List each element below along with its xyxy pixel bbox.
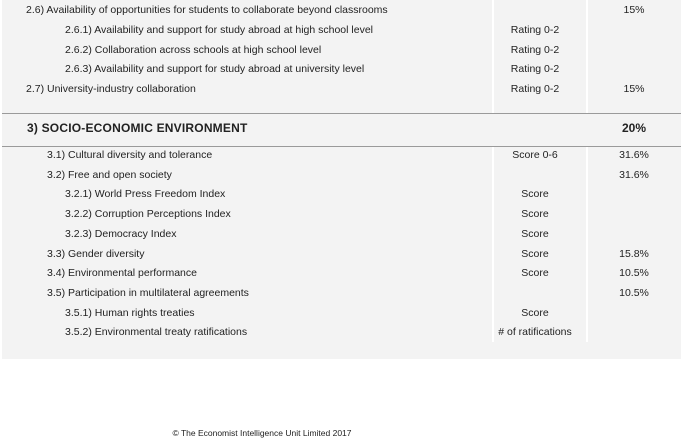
indicator-label: 2.6) Availability of opportunities for students to collaborate beyond classrooms — [26, 4, 388, 16]
table-row — [2, 263, 681, 283]
copyright-footer: © The Economist Intelligence Unit Limited 2017 — [172, 428, 352, 438]
table-row — [2, 165, 681, 185]
indicator-unit: Score — [521, 227, 549, 240]
indicator-unit: Score — [521, 306, 549, 319]
indicator-label: 3.3) Gender diversity — [47, 247, 145, 260]
indicator-unit: Rating 0-2 — [510, 63, 560, 76]
table-row — [2, 79, 681, 99]
indicator-weight: 15% — [623, 83, 645, 95]
indicator-weight: 15% — [623, 4, 645, 16]
indicator-unit: Score — [521, 247, 549, 260]
table-row — [2, 224, 681, 244]
table-row — [2, 20, 681, 40]
indicator-weight: 10.5% — [619, 286, 649, 299]
table-row — [2, 283, 681, 303]
table-row — [2, 303, 681, 323]
indicator-unit: # of ratifications — [498, 326, 572, 339]
indicator-unit: Rating 0-2 — [510, 83, 560, 95]
section-header-socio-economic — [2, 113, 681, 147]
indicator-label: 2.6.2) Collaboration across schools at high school level — [65, 43, 322, 56]
indicator-label: 3.2) Free and open society — [47, 168, 172, 181]
indicator-unit: Score — [521, 188, 549, 201]
indicator-table — [2, 0, 681, 359]
section-title: 3) SOCIO-ECONOMIC ENVIRONMENT — [27, 121, 248, 135]
indicator-unit: Score — [521, 208, 549, 221]
table-row — [2, 40, 681, 60]
indicator-label: 2.6.3) Availability and support for study abroad at university level — [65, 63, 365, 76]
table-row — [2, 322, 681, 342]
indicator-label: 3.2.1) World Press Freedom Index — [65, 188, 226, 201]
indicator-label: 3.5) Participation in multilateral agreements — [47, 286, 249, 299]
indicator-weight: 15.8% — [619, 247, 649, 260]
indicator-label: 3.2.3) Democracy Index — [65, 227, 177, 240]
table-row — [2, 59, 681, 79]
section-weight: 20% — [621, 121, 647, 135]
indicator-label: 2.7) University-industry collaboration — [26, 83, 196, 95]
indicator-unit: Rating 0-2 — [510, 23, 560, 36]
table-row — [2, 145, 681, 165]
indicator-unit: Rating 0-2 — [510, 43, 560, 56]
indicator-unit: Score 0-6 — [512, 149, 558, 161]
table-row — [2, 184, 681, 204]
indicator-weight: 31.6% — [619, 149, 649, 161]
indicator-label: 2.6.1) Availability and support for study abroad at high school level — [65, 23, 373, 36]
indicator-unit: Score — [521, 267, 549, 280]
indicator-weight: 10.5% — [619, 267, 649, 280]
table-row — [2, 0, 681, 20]
indicator-label: 3.2.2) Corruption Perceptions Index — [65, 208, 231, 221]
indicator-label: 3.5.1) Human rights treaties — [65, 306, 195, 319]
indicator-label: 3.5.2) Environmental treaty ratifications — [65, 326, 248, 339]
table-row — [2, 204, 681, 224]
indicator-label: 3.1) Cultural diversity and tolerance — [47, 149, 213, 161]
indicator-weight: 31.6% — [619, 168, 649, 181]
indicator-label: 3.4) Environmental performance — [47, 267, 197, 280]
table-row — [2, 244, 681, 264]
